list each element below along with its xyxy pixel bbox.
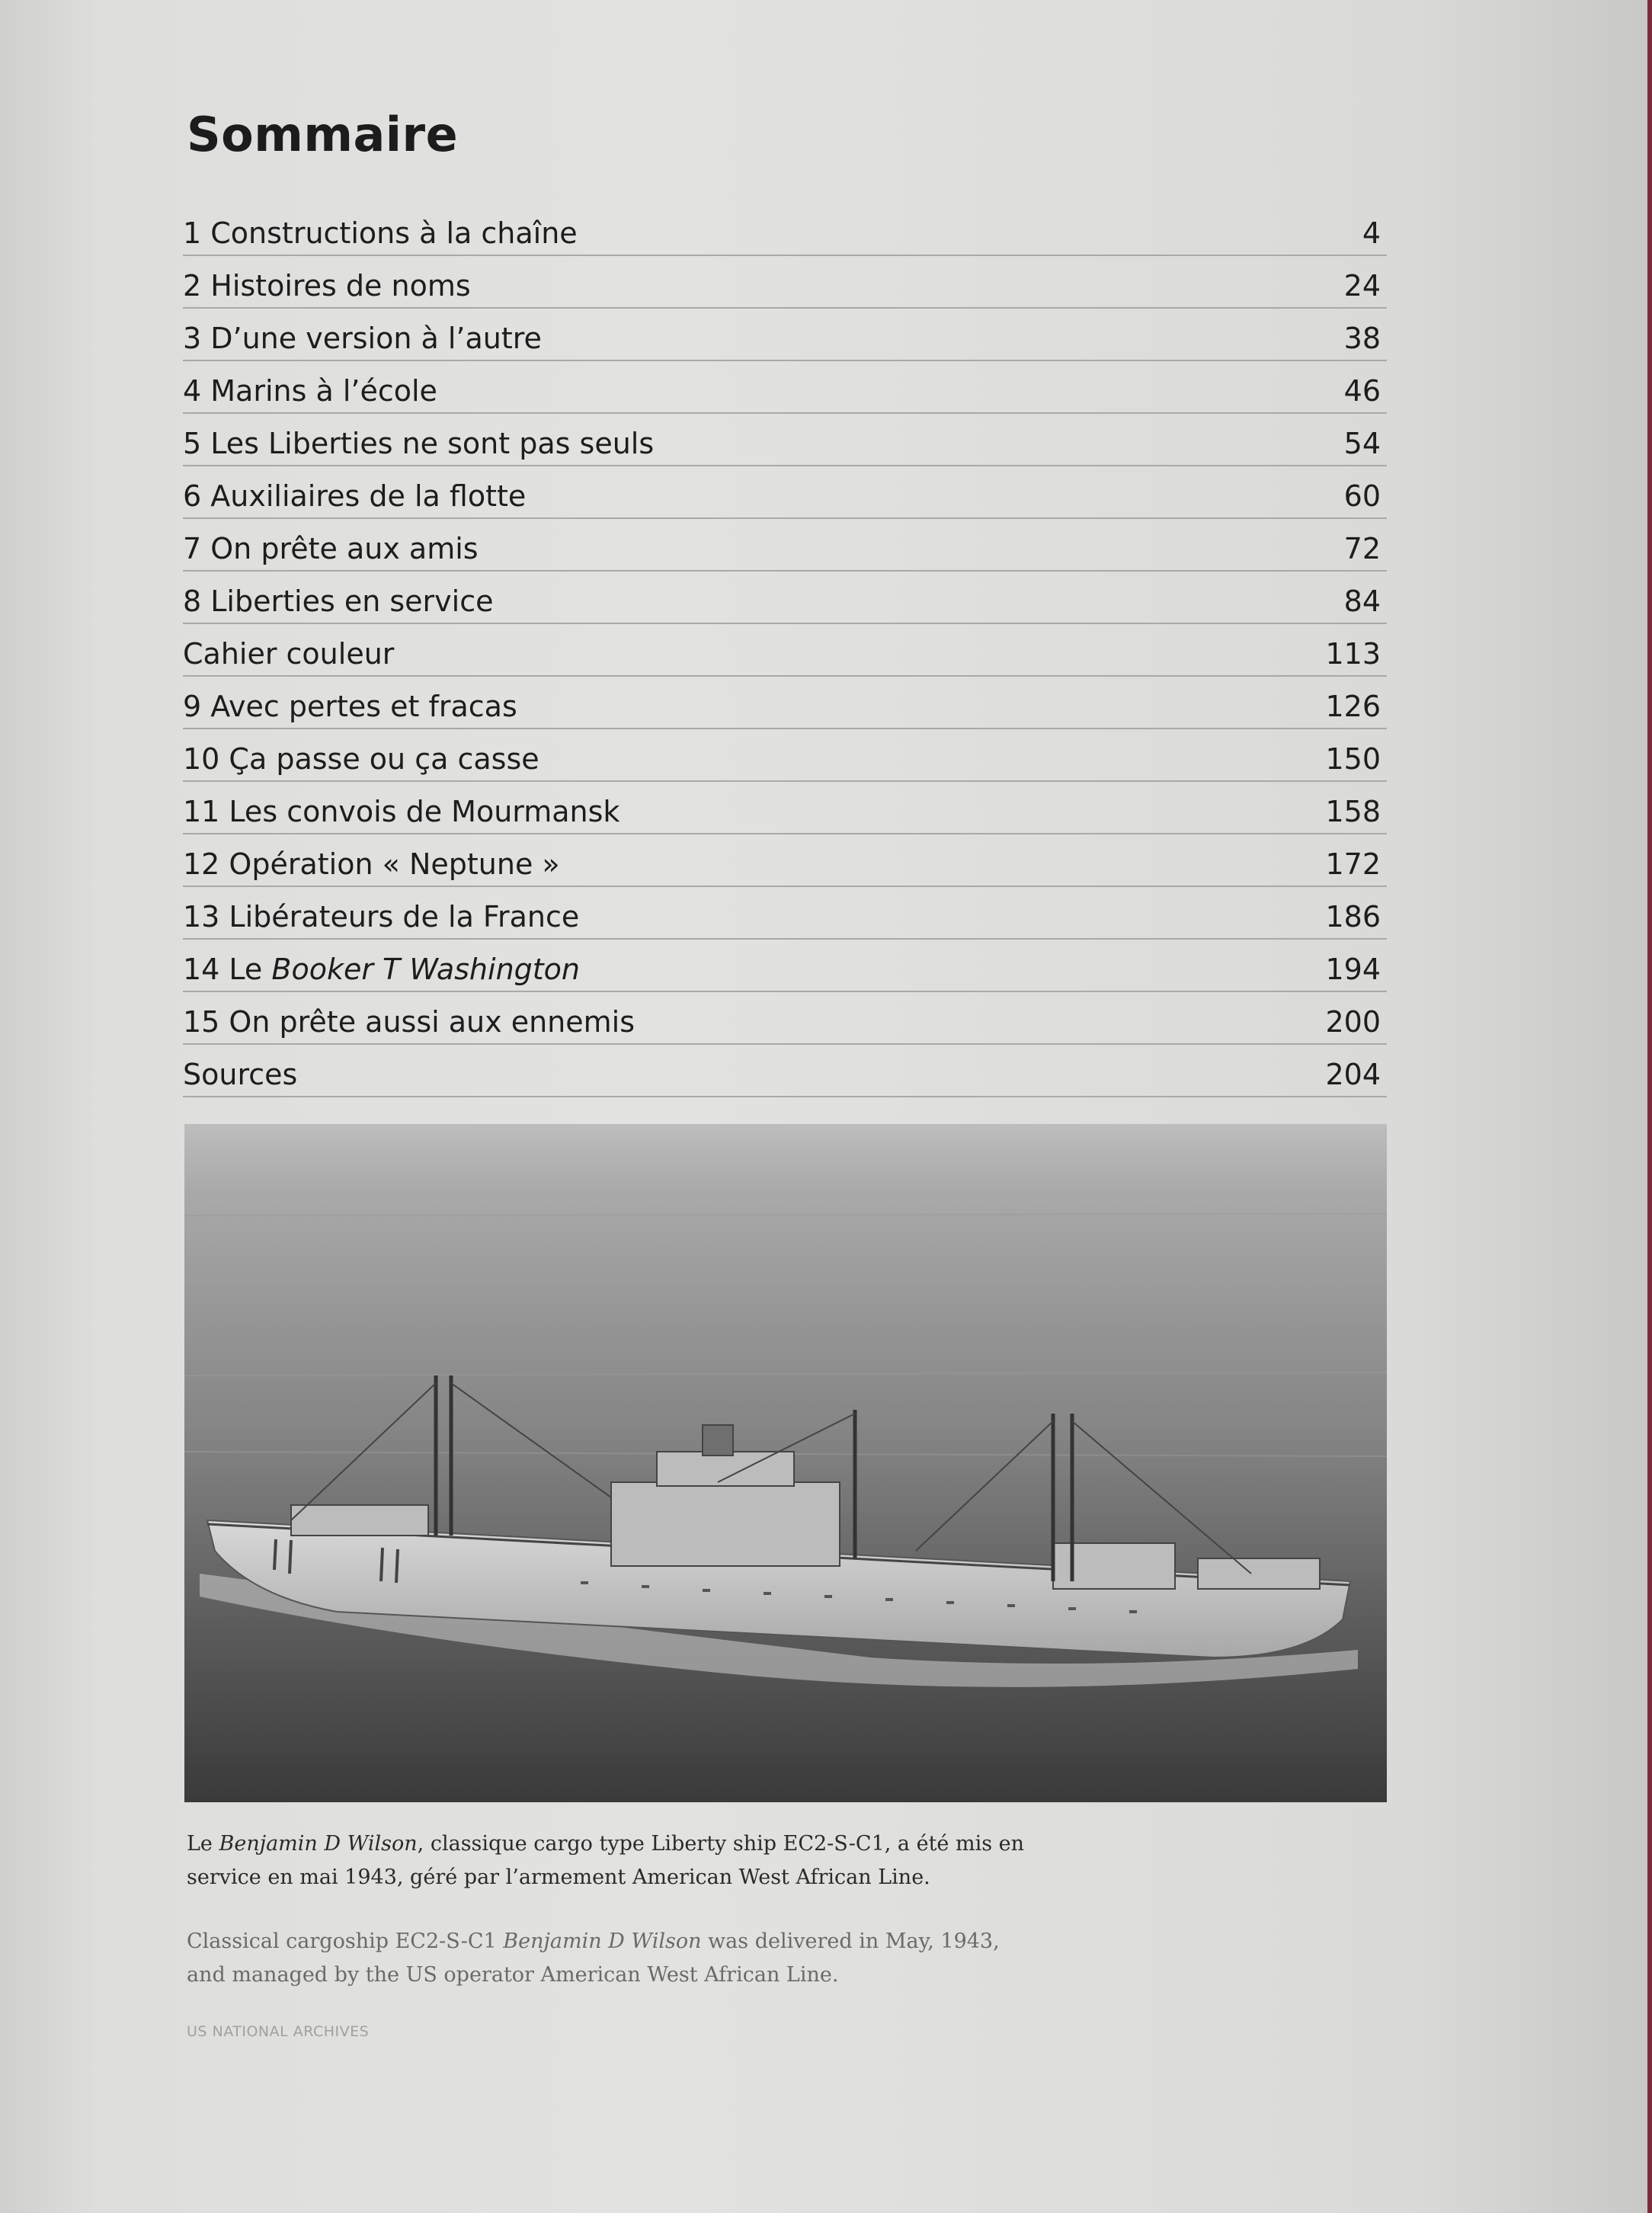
caption-english bbox=[187, 1925, 1025, 1992]
toc-title: 8 Liberties en service bbox=[183, 584, 494, 618]
toc-page: 194 bbox=[1325, 953, 1381, 986]
caption-ship-name: Benjamin D Wilson bbox=[219, 1832, 418, 1856]
toc-title: 7 On prête aux amis bbox=[183, 532, 479, 565]
toc-title: Sources bbox=[183, 1058, 298, 1091]
toc-page: 72 bbox=[1343, 532, 1381, 565]
toc-row[interactable] bbox=[183, 625, 1387, 677]
toc-title: 3 D’une version à l’autre bbox=[183, 322, 542, 355]
toc-page: 84 bbox=[1343, 584, 1381, 618]
toc-page: 54 bbox=[1343, 427, 1381, 460]
caption-text: was delivered in May, 1943, bbox=[701, 1930, 1000, 1953]
caption-text: Classical cargoship EC2-S-C1 bbox=[187, 1930, 504, 1953]
caption-english-line1 bbox=[187, 1925, 1025, 1958]
toc-title: 11 Les convois de Mourmansk bbox=[183, 795, 620, 828]
toc-row[interactable] bbox=[183, 572, 1387, 624]
toc-title-prefix: 14 Le bbox=[183, 953, 272, 986]
caption-english-line2: and managed by the US operator American West African Line. bbox=[187, 1963, 839, 1987]
toc-row[interactable] bbox=[183, 362, 1387, 414]
caption-french-line2: service en mai 1943, géré par l’armement American West African Line. bbox=[187, 1866, 930, 1889]
toc-title: Cahier couleur bbox=[183, 637, 395, 671]
toc-page: 158 bbox=[1325, 795, 1381, 828]
liberty-ship-illustration bbox=[184, 1124, 1387, 1802]
toc-page: 4 bbox=[1362, 216, 1381, 250]
caption-ship-name: Benjamin D Wilson bbox=[503, 1930, 702, 1953]
toc-title-italic: Booker T Washington bbox=[271, 953, 581, 986]
toc-title: 6 Auxiliaires de la flotte bbox=[183, 479, 527, 513]
toc-row[interactable] bbox=[183, 993, 1387, 1045]
toc-page: 46 bbox=[1343, 374, 1381, 408]
photo-credit: US NATIONAL ARCHIVES bbox=[187, 2023, 370, 2040]
toc-row[interactable] bbox=[183, 677, 1387, 729]
toc-page: 204 bbox=[1325, 1058, 1381, 1091]
toc-row[interactable] bbox=[183, 204, 1387, 256]
caption-french-line1 bbox=[187, 1827, 1025, 1861]
toc-row[interactable] bbox=[183, 888, 1387, 940]
toc-row[interactable] bbox=[183, 520, 1387, 572]
ship-photo bbox=[184, 1124, 1387, 1802]
toc-row[interactable] bbox=[183, 835, 1387, 887]
toc-page: 24 bbox=[1343, 269, 1381, 303]
toc-title: 4 Marins à l’école bbox=[183, 374, 437, 408]
toc-page: 38 bbox=[1343, 322, 1381, 355]
toc-title: 12 Opération « Neptune » bbox=[183, 847, 560, 881]
toc-title: 2 Histoires de noms bbox=[183, 269, 471, 303]
toc-title bbox=[183, 953, 580, 986]
toc-title: 15 On prête aussi aux ennemis bbox=[183, 1005, 635, 1039]
toc-page: 200 bbox=[1325, 1005, 1381, 1039]
toc-page: 113 bbox=[1325, 637, 1381, 671]
toc-row[interactable] bbox=[183, 257, 1387, 309]
page-edge bbox=[1647, 0, 1652, 2213]
toc-page: 186 bbox=[1325, 900, 1381, 934]
toc-page: 60 bbox=[1343, 479, 1381, 513]
toc-row[interactable] bbox=[183, 940, 1387, 992]
toc-row[interactable] bbox=[183, 1046, 1387, 1097]
toc-row[interactable] bbox=[183, 730, 1387, 782]
toc-row[interactable] bbox=[183, 783, 1387, 834]
toc-row[interactable] bbox=[183, 467, 1387, 519]
caption-text: , classique cargo type Liberty ship EC2-S-C1, a été mis en bbox=[417, 1832, 1025, 1856]
caption-french bbox=[187, 1827, 1025, 1894]
toc-title: 1 Constructions à la chaîne bbox=[183, 216, 578, 250]
caption-text: Le bbox=[187, 1832, 219, 1856]
toc-page: 150 bbox=[1325, 742, 1381, 776]
toc-row[interactable] bbox=[183, 415, 1387, 466]
table-of-contents bbox=[183, 204, 1387, 1098]
toc-title: 10 Ça passe ou ça casse bbox=[183, 742, 539, 776]
toc-page: 126 bbox=[1325, 690, 1381, 723]
toc-row[interactable] bbox=[183, 309, 1387, 361]
toc-page: 172 bbox=[1325, 847, 1381, 881]
toc-title: 13 Libérateurs de la France bbox=[183, 900, 580, 934]
page-title: Sommaire bbox=[187, 107, 459, 162]
toc-title: 5 Les Liberties ne sont pas seuls bbox=[183, 427, 655, 460]
toc-title: 9 Avec pertes et fracas bbox=[183, 690, 517, 723]
